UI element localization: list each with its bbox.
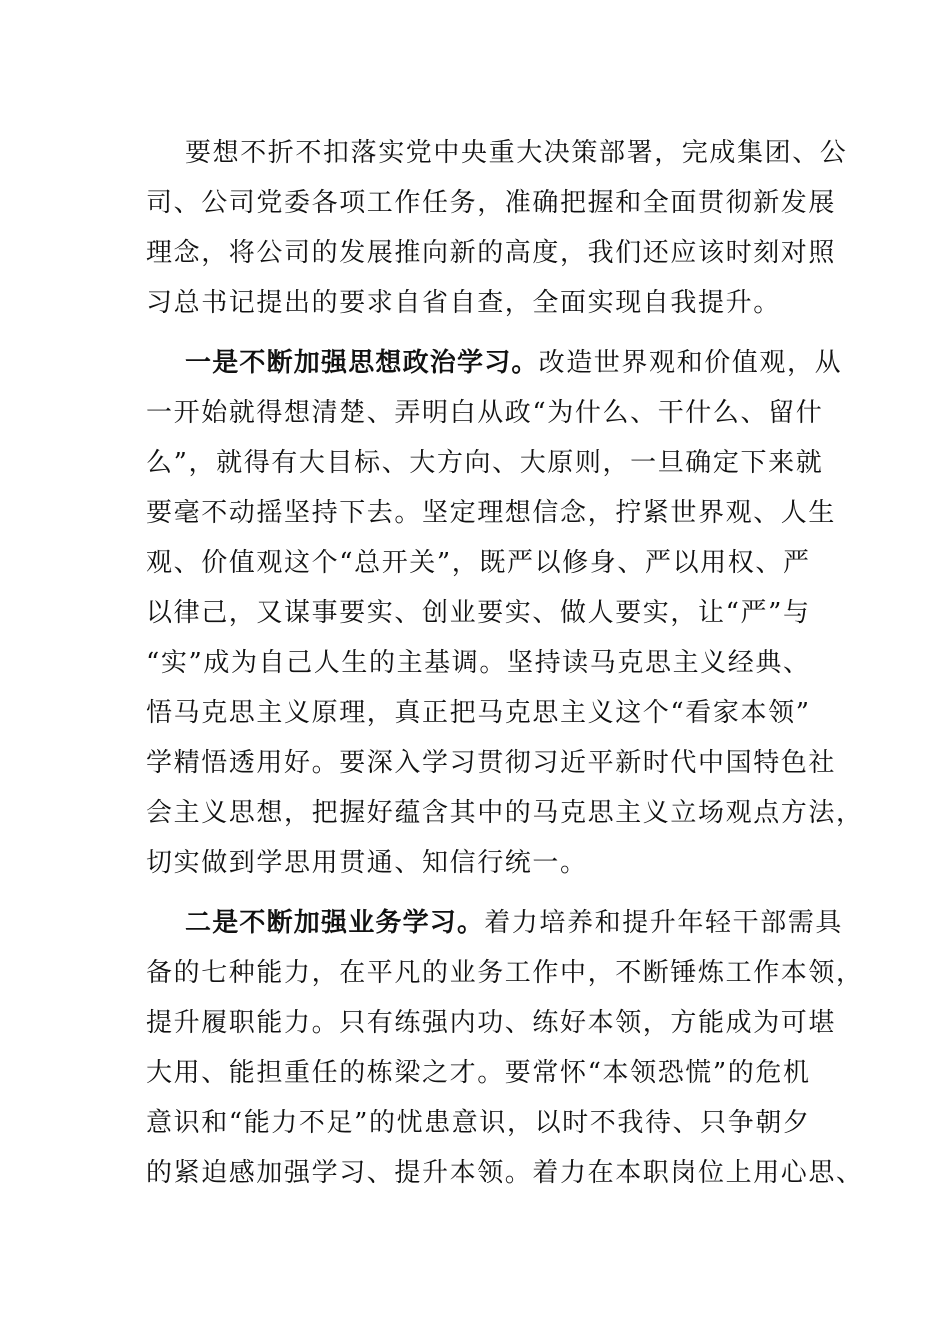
paragraph-3-first-line-text: 着力培养和提升年轻干部需具 bbox=[484, 908, 844, 938]
paragraph-3-line-6: 的紧迫感加强学习、提升本领。着力在本职岗位上用心思、 bbox=[146, 1158, 864, 1188]
paragraph-2-line-8: 悟马克思主义原理，真正把马克思主义这个“看家本领” bbox=[146, 698, 811, 728]
paragraph-2-line-6: 以律己，又谋事要实、创业要实、做人要实，让“严”与 bbox=[146, 598, 811, 628]
paragraph-2-first-line-text: 改造世界观和价值观，从 bbox=[538, 348, 843, 378]
paragraph-2-line-7: “实”成为自己人生的主基调。坚持读马克思主义经典、 bbox=[146, 648, 811, 678]
paragraph-2-line-2: 一开始就得想清楚、弄明白从政“为什么、干什么、留什 bbox=[146, 398, 824, 428]
paragraph-3-line-3: 提升履职能力。只有练强内功、练好本领，方能成为可堪 bbox=[146, 1008, 837, 1038]
paragraph-1-line-4: 习总书记提出的要求自省自查，全面实现自我提升。 bbox=[146, 288, 781, 318]
paragraph-2-heading: 一是不断加强思想政治学习。 bbox=[185, 348, 539, 378]
paragraph-3-line-4: 大用、能担重任的栋梁之才。要常怀“本领恐慌”的危机 bbox=[146, 1058, 811, 1088]
paragraph-3-first-line bbox=[185, 898, 845, 948]
paragraph-1-line-1: 要想不折不扣落实党中央重大决策部署，完成集团、公 bbox=[185, 138, 848, 168]
paragraph-2-line-3: 么”，就得有大目标、大方向、大原则，一旦确定下来就 bbox=[146, 448, 824, 478]
paragraph-2-line-4: 要毫不动摇坚持下去。坚定理想信念，拧紧世界观、人生 bbox=[146, 498, 837, 528]
paragraph-2-line-9: 学精悟透用好。要深入学习贯彻习近平新时代中国特色社 bbox=[146, 748, 837, 778]
paragraph-1-line-2: 司、公司党委各项工作任务，准确把握和全面贯彻新发展 bbox=[146, 188, 837, 218]
paragraph-3-line-2: 备的七种能力，在平凡的业务工作中，不断锤炼工作本领， bbox=[146, 958, 864, 988]
paragraph-3-line-5: 意识和“能力不足”的忧患意识，以时不我待、只争朝夕 bbox=[146, 1108, 811, 1138]
paragraph-2-line-10: 会主义思想，把握好蕴含其中的马克思主义立场观点方法， bbox=[146, 798, 864, 828]
paragraph-1-line-3: 理念，将公司的发展推向新的高度，我们还应该时刻对照 bbox=[146, 238, 837, 268]
paragraph-3-heading: 二是不断加强业务学习。 bbox=[185, 908, 485, 938]
paragraph-2-line-5: 观、价值观这个“总开关”，既严以修身、严以用权、严 bbox=[146, 548, 811, 578]
paragraph-2-first-line bbox=[185, 338, 845, 388]
paragraph-2-line-11: 切实做到学思用贯通、知信行统一。 bbox=[146, 848, 588, 878]
